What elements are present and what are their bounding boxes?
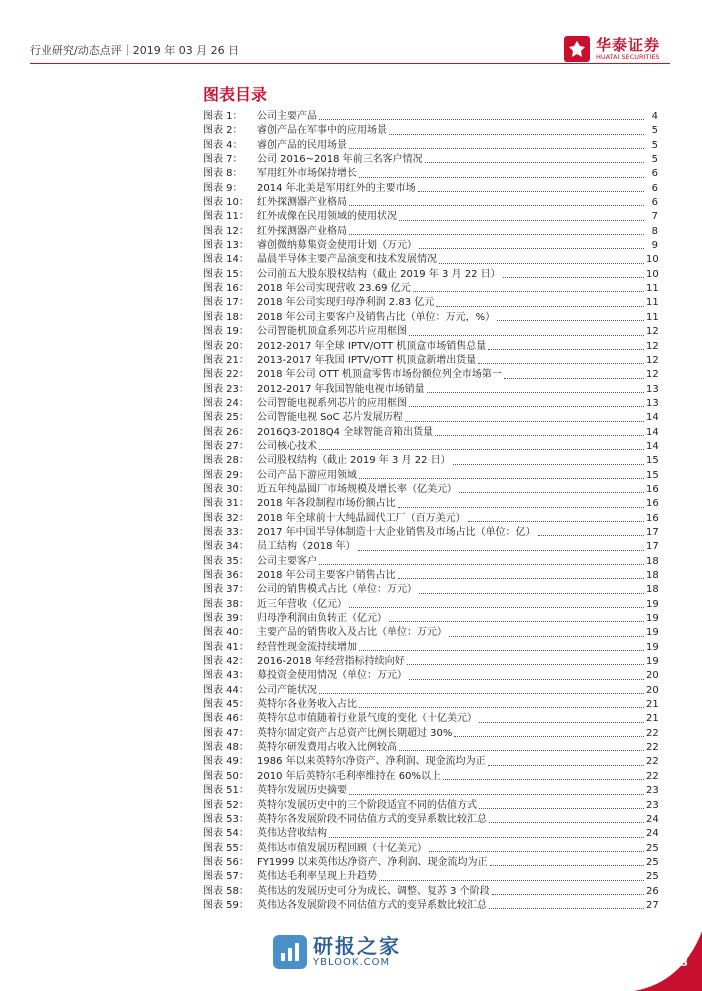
toc-entry[interactable] [203, 684, 658, 698]
toc-dot-leader [349, 598, 644, 608]
toc-entry-title: 红外探测器产业格局 [257, 197, 347, 209]
toc-entry-label: 图表 17： [203, 297, 249, 309]
toc-entry-page: 5 [651, 154, 658, 166]
toc-entry-label: 图表 35： [203, 555, 249, 567]
toc-entry-title: 英伟达各发展阶段不同估值方式的变异系数比较汇总 [257, 899, 487, 911]
toc-entry-label: 图表 23： [203, 383, 249, 395]
toc-entry[interactable] [203, 411, 658, 425]
toc-entry-label: 图表 57： [203, 871, 249, 883]
toc-entry-title: 公司智能电视 SoC 芯片发展历程 [257, 412, 403, 424]
toc-entry-label: 图表 11： [203, 211, 249, 223]
toc-entry[interactable] [203, 454, 658, 468]
toc-entry-label: 图表 10： [203, 197, 249, 209]
toc-entry-title: 英特尔研发费用占收入比例较高 [257, 742, 397, 754]
toc-entry-page: 25 [646, 856, 659, 868]
toc-entry-title: 英特尔各发展阶段不同估值方式的变异系数比较汇总 [257, 813, 487, 825]
toc-dot-leader [349, 225, 644, 235]
toc-entry[interactable] [203, 483, 658, 497]
toc-entry-title: 英特尔发展历史摘要 [257, 785, 347, 797]
toc-entry[interactable] [203, 526, 658, 540]
toc-entry[interactable] [203, 712, 658, 726]
toc-entry-title: 公司产品下游应用领域 [257, 469, 357, 481]
toc-entry[interactable] [203, 827, 658, 841]
toc-entry-title: 红外探测器产业格局 [257, 225, 347, 237]
toc-entry-title: 睿创产品的民用场景 [257, 139, 347, 151]
toc-entry-label: 图表 54： [203, 828, 249, 840]
figure-table-of-contents [203, 110, 658, 913]
header-divider [30, 63, 670, 64]
toc-entry-title: 2018 年各段制程市场份额占比 [257, 498, 396, 510]
toc-entry-label: 图表 30： [203, 483, 249, 495]
toc-dot-leader [329, 827, 644, 837]
toc-entry-label: 图表 47： [203, 727, 249, 739]
toc-entry-title: 公司智能机顶盒系列芯片应用框图 [257, 326, 407, 338]
toc-entry-page: 7 [651, 211, 658, 223]
toc-entry-title: 军用红外市场保持增长 [257, 168, 357, 180]
toc-entry-label: 图表 21： [203, 354, 249, 366]
toc-dot-leader [449, 626, 644, 636]
toc-entry-page: 5 [651, 139, 658, 151]
toc-entry-page: 22 [646, 770, 659, 782]
toc-entry[interactable] [203, 354, 658, 368]
toc-dot-leader [453, 454, 644, 464]
toc-entry-title: 英特尔总市值随着行业景气度的变化（十亿美元） [257, 713, 477, 725]
toc-entry[interactable] [203, 469, 658, 483]
toc-entry-title: 2012-2017 年我国智能电视市场销量 [257, 383, 425, 395]
toc-entry-title: 2016Q3-2018Q4 全球智能音箱出货量 [257, 426, 434, 438]
toc-entry-label: 图表 53： [203, 813, 249, 825]
toc-entry-title: 睿创产品在军事中的应用场景 [257, 125, 387, 137]
toc-dot-leader [429, 842, 644, 852]
toc-entry-label: 图表 32： [203, 512, 249, 524]
toc-entry-page: 18 [646, 584, 659, 596]
toc-entry-page: 24 [646, 828, 659, 840]
toc-dot-leader [497, 311, 644, 321]
toc-dot-leader [349, 139, 644, 149]
toc-entry-title: 英特尔发展历史中的三个阶段适宜不同的估值方式 [257, 799, 477, 811]
toc-entry-page: 12 [646, 354, 659, 366]
toc-entry-label: 图表 39： [203, 613, 249, 625]
toc-entry-page: 10 [646, 268, 659, 280]
toc-entry-label: 图表 26： [203, 426, 249, 438]
toc-dot-leader [399, 210, 644, 220]
toc-entry[interactable] [203, 626, 658, 640]
toc-entry[interactable] [203, 669, 658, 683]
toc-dot-leader [405, 411, 644, 421]
page-number: 3 [680, 956, 688, 969]
toc-entry-page: 9 [651, 240, 658, 252]
toc-entry-title: 英伟达营收结构 [257, 828, 327, 840]
toc-entry[interactable] [203, 569, 658, 583]
toc-entry-label: 图表 4： [203, 139, 243, 151]
toc-entry-title: 归母净利润由负转正（亿元） [257, 613, 387, 625]
toc-entry-title: 近五年纯晶圆厂市场规模及增长率（亿美元） [257, 483, 457, 495]
toc-entry-label: 图表 34： [203, 541, 249, 553]
toc-entry[interactable] [203, 383, 658, 397]
toc-entry[interactable] [203, 612, 658, 626]
toc-entry-page: 10 [646, 254, 659, 266]
toc-dot-leader [319, 440, 644, 450]
toc-entry-page: 21 [646, 713, 659, 725]
toc-entry-label: 图表 1： [203, 111, 243, 122]
toc-entry-title: 2018 年公司主要客户及销售占比（单位：万元，%） [257, 311, 496, 323]
toc-entry-label: 图表 44： [203, 684, 249, 696]
toc-entry-page: 19 [646, 641, 659, 653]
toc-entry-label: 图表 38： [203, 598, 249, 610]
toc-entry-page: 13 [646, 383, 659, 395]
toc-entry[interactable] [203, 655, 658, 669]
toc-dot-leader [399, 741, 644, 751]
toc-dot-leader [319, 684, 644, 694]
toc-entry-label: 图表 27： [203, 440, 249, 452]
toc-entry-title: 募投资金使用情况（单位：万元） [257, 670, 407, 682]
toc-entry-page: 23 [646, 799, 659, 811]
toc-entry-page: 24 [646, 813, 659, 825]
toc-entry[interactable] [203, 139, 658, 153]
toc-dot-leader [419, 583, 644, 593]
toc-entry-label: 图表 25： [203, 412, 249, 424]
watermark [273, 935, 401, 969]
toc-entry-label: 图表 43： [203, 670, 249, 682]
toc-entry-label: 图表 56： [203, 856, 249, 868]
toc-entry-page: 6 [651, 197, 658, 209]
toc-dot-leader [319, 555, 644, 565]
toc-entry-page: 12 [646, 326, 659, 338]
toc-dot-leader [389, 612, 644, 622]
toc-entry[interactable] [203, 210, 658, 224]
toc-entry-label: 图表 42： [203, 656, 249, 668]
toc-entry-page: 25 [646, 871, 659, 883]
toc-dot-leader [488, 340, 644, 350]
toc-dot-leader [409, 397, 644, 407]
toc-entry-label: 图表 22： [203, 369, 249, 381]
toc-entry[interactable] [203, 870, 658, 884]
toc-entry-title: 经营性现金流持续增加 [257, 641, 357, 653]
toc-dot-leader [503, 268, 644, 278]
toc-dot-leader [436, 296, 644, 306]
toc-entry-title: 公司产能状况 [257, 684, 317, 696]
toc-dot-leader [349, 784, 644, 794]
toc-entry[interactable] [203, 598, 658, 612]
toc-entry-label: 图表 49： [203, 756, 249, 768]
huatai-logo-mark-icon [564, 36, 590, 62]
toc-entry[interactable] [203, 497, 658, 511]
toc-entry-page: 14 [646, 440, 659, 452]
toc-entry-title: 公司智能电视系列芯片的应用框图 [257, 397, 407, 409]
toc-dot-leader [478, 354, 644, 364]
toc-entry-page: 16 [646, 483, 659, 495]
toc-entry-page: 15 [646, 469, 659, 481]
watermark-text-en: YBLOOK.COM [313, 957, 391, 968]
toc-entry-title: 2010 年后英特尔毛利率维持在 60%以上 [257, 770, 442, 782]
toc-entry-title: 2014 年北美是军用红外的主要市场 [257, 182, 416, 194]
toc-entry-label: 图表 19： [203, 326, 249, 338]
toc-entry-label: 图表 14： [203, 254, 249, 266]
toc-dot-leader [443, 770, 644, 780]
toc-entry-page: 20 [646, 684, 659, 696]
toc-entry-title: 2018 年全球前十大纯晶圆代工厂（百万美元） [257, 512, 466, 524]
toc-entry-title: 英伟达毛利率呈现上升趋势 [257, 871, 377, 883]
toc-entry-label: 图表 15： [203, 268, 249, 280]
toc-entry[interactable] [203, 153, 658, 167]
toc-entry-page: 19 [646, 598, 659, 610]
toc-dot-leader [419, 239, 644, 249]
toc-dot-leader [413, 282, 644, 292]
toc-entry-label: 图表 37： [203, 584, 249, 596]
toc-dot-leader [359, 469, 644, 479]
toc-dot-leader [398, 569, 644, 579]
toc-entry-page: 6 [651, 182, 658, 194]
toc-entry[interactable] [203, 196, 658, 210]
toc-entry-page: 23 [646, 785, 659, 797]
toc-entry-title: 近三年营收（亿元） [257, 598, 347, 610]
toc-entry[interactable] [203, 842, 658, 856]
toc-dot-leader [389, 124, 644, 134]
toc-entry-page: 11 [646, 311, 659, 323]
toc-entry-title: 睿创微纳募集资金使用计划（万元） [257, 240, 417, 252]
toc-entry-title: 2012-2017 年全球 IPTV/OTT 机顶盒市场销售总量 [257, 340, 487, 352]
toc-dot-leader [490, 856, 645, 866]
toc-dot-leader [418, 182, 644, 192]
toc-entry-title: 公司股权结构（截止 2019 年 3 月 22 日） [257, 455, 451, 467]
toc-entry-title: 员工结构（2018 年） [257, 541, 356, 553]
toc-entry-page: 20 [646, 670, 659, 682]
toc-dot-leader [504, 368, 644, 378]
toc-dot-leader [538, 526, 644, 536]
toc-entry[interactable] [203, 813, 658, 827]
toc-entry-page: 11 [646, 283, 659, 295]
watermark-text-cn: 研报之家 [313, 934, 401, 958]
toc-dot-leader [379, 870, 644, 880]
toc-entry-label: 图表 20： [203, 340, 249, 352]
toc-entry-page: 17 [646, 541, 659, 553]
toc-entry-label: 图表 52： [203, 799, 249, 811]
toc-entry-label: 图表 29： [203, 469, 249, 481]
toc-entry[interactable] [203, 311, 658, 325]
toc-entry-label: 图表 58： [203, 885, 249, 897]
toc-entry[interactable] [203, 253, 658, 267]
toc-entry-label: 图表 33： [203, 526, 249, 538]
toc-dot-leader [454, 727, 644, 737]
toc-entry[interactable] [203, 296, 658, 310]
toc-entry-label: 图表 45： [203, 699, 249, 711]
toc-entry[interactable] [203, 368, 658, 382]
toc-entry[interactable] [203, 799, 658, 813]
toc-entry-page: 22 [646, 742, 659, 754]
toc-entry-page: 19 [646, 627, 659, 639]
toc-entry[interactable] [203, 124, 658, 138]
toc-dot-leader [349, 196, 644, 206]
toc-entry[interactable] [203, 268, 658, 282]
toc-entry-label: 图表 36： [203, 570, 249, 581]
toc-entry[interactable] [203, 512, 658, 526]
toc-entry-label: 图表 18： [203, 311, 249, 323]
toc-entry-page: 4 [651, 111, 658, 122]
toc-entry-label: 图表 7： [203, 154, 243, 166]
toc-entry-page: 16 [646, 512, 659, 524]
report-category-date: 行业研究/动态点评｜2019 年 03 月 26 日 [30, 44, 240, 57]
toc-entry[interactable] [203, 784, 658, 798]
huatai-logo [564, 36, 660, 62]
toc-entry[interactable] [203, 440, 658, 454]
toc-dot-leader [359, 698, 644, 708]
toc-dot-leader [439, 253, 644, 263]
toc-entry[interactable] [203, 741, 658, 755]
toc-entry-title: 2017 年中国半导体制造十大企业销售及市场占比（单位：亿） [257, 526, 536, 538]
toc-dot-leader [409, 325, 644, 335]
toc-entry[interactable] [203, 885, 658, 899]
toc-entry[interactable] [203, 225, 658, 239]
toc-entry-page: 27 [646, 899, 659, 911]
toc-entry-page: 15 [646, 455, 659, 467]
toc-entry-title: 主要产品的销售收入及占比（单位：万元） [257, 627, 447, 639]
toc-entry-title: 2018 年公司主要客户销售占比 [257, 570, 396, 581]
toc-entry[interactable] [203, 239, 658, 253]
toc-entry-page: 19 [646, 656, 659, 668]
toc-entry-page: 8 [651, 225, 658, 237]
toc-entry-title: 红外成像在民用领域的使用状况 [257, 211, 397, 223]
toc-entry-page: 6 [651, 168, 658, 180]
toc-entry-page: 19 [646, 613, 659, 625]
toc-entry-title: 2018 年公司实现营收 23.69 亿元 [257, 283, 411, 295]
toc-entry[interactable] [203, 583, 658, 597]
toc-entry[interactable] [203, 856, 658, 870]
toc-entry[interactable] [203, 397, 658, 411]
toc-entry-title: 英伟达市值发展历程回顾（十亿美元） [257, 842, 427, 854]
toc-entry-title: 2018 年公司 OTT 机顶盒零售市场份额位列全市场第一 [257, 369, 502, 381]
toc-entry[interactable] [203, 755, 658, 769]
toc-entry[interactable] [203, 698, 658, 712]
toc-entry-title: 英特尔固定资产占总资产比例长期超过 30% [257, 727, 453, 739]
toc-entry-page: 11 [646, 297, 659, 309]
toc-dot-leader [425, 153, 644, 163]
toc-dot-leader [359, 641, 644, 651]
toc-entry-title: 2016-2018 年经营指标持续向好 [257, 656, 405, 668]
toc-entry-page: 18 [646, 570, 659, 581]
toc-entry-page: 22 [646, 727, 659, 739]
toc-entry-label: 图表 40： [203, 627, 249, 639]
toc-entry-page: 25 [646, 842, 659, 854]
toc-entry[interactable] [203, 540, 658, 554]
toc-dot-leader [479, 712, 644, 722]
toc-dot-leader [479, 799, 644, 809]
toc-entry[interactable] [203, 325, 658, 339]
toc-entry[interactable] [203, 555, 658, 569]
toc-dot-leader [468, 512, 644, 522]
toc-entry-title: 公司的销售模式占比（单位：万元） [257, 584, 417, 596]
toc-entry[interactable] [203, 167, 658, 181]
toc-entry-title: FY1999 以来英伟达净资产、净利润、现金流均为正 [257, 856, 488, 868]
toc-entry-page: 17 [646, 526, 659, 538]
toc-entry-title: 2018 年公司实现归母净利润 2.83 亿元 [257, 297, 435, 309]
toc-entry[interactable] [203, 340, 658, 354]
toc-dot-leader [319, 110, 644, 120]
toc-entry-page: 13 [646, 397, 659, 409]
toc-entry-label: 图表 12： [203, 225, 249, 237]
toc-entry-page: 26 [646, 885, 659, 897]
logo-text-en: HUATAI SECURITIES [595, 53, 660, 61]
toc-entry-title: 英伟达的发展历史可分为成长、调整、复苏 3 个阶段 [257, 885, 490, 897]
toc-entry-page: 14 [646, 412, 659, 424]
toc-entry-page: 18 [646, 555, 659, 567]
toc-entry-title: 1986 年以来英特尔净资产、净利润、现金流均为正 [257, 756, 486, 768]
toc-entry[interactable] [203, 899, 658, 913]
toc-dot-leader [488, 755, 644, 765]
toc-entry[interactable] [203, 110, 658, 124]
toc-entry-label: 图表 2： [203, 125, 243, 137]
toc-entry-label: 图表 28： [203, 455, 249, 467]
toc-entry-title: 公司主要产品 [257, 111, 317, 122]
page-header [30, 36, 670, 62]
toc-entry-label: 图表 24： [203, 397, 249, 409]
toc-dot-leader [359, 167, 644, 177]
toc-entry-label: 图表 41： [203, 641, 249, 653]
toc-entry-label: 图表 9： [203, 182, 243, 194]
toc-entry-label: 图表 16： [203, 283, 249, 295]
toc-entry-label: 图表 59： [203, 899, 249, 911]
toc-entry-label: 图表 51： [203, 785, 249, 797]
toc-entry-title: 公司主要客户 [257, 555, 317, 567]
toc-entry[interactable] [203, 282, 658, 296]
toc-entry-label: 图表 50： [203, 770, 249, 782]
toc-dot-leader [492, 885, 644, 895]
toc-dot-leader [489, 813, 644, 823]
toc-title: 图表目录 [203, 85, 268, 104]
toc-dot-leader [407, 655, 644, 665]
toc-entry[interactable] [203, 770, 658, 784]
toc-entry-title: 晶晨半导体主要产品演变和技术发展情况 [257, 254, 437, 266]
toc-entry-page: 22 [646, 756, 659, 768]
toc-dot-leader [459, 483, 644, 493]
page-corner-decoration [634, 931, 702, 991]
toc-dot-leader [489, 899, 644, 909]
toc-entry-title: 2013-2017 年我国 IPTV/OTT 机顶盒新增出货量 [257, 354, 477, 366]
toc-entry-page: 12 [646, 369, 659, 381]
toc-entry-title: 英特尔各业务收入占比 [257, 699, 357, 711]
toc-entry[interactable] [203, 641, 658, 655]
toc-entry-page: 21 [646, 699, 659, 711]
toc-entry-page: 16 [646, 498, 659, 510]
toc-entry-label: 图表 13： [203, 240, 249, 252]
logo-text-cn: 华泰证券 [595, 36, 660, 54]
toc-entry-label: 图表 55： [203, 842, 249, 854]
toc-dot-leader [409, 669, 644, 679]
toc-entry-title: 公司 2016~2018 年前三名客户情况 [257, 154, 423, 166]
toc-entry[interactable] [203, 426, 658, 440]
toc-dot-leader [427, 383, 644, 393]
toc-entry[interactable] [203, 727, 658, 741]
toc-entry-title: 公司前五大股东股权结构（截止 2019 年 3 月 22 日） [257, 268, 501, 280]
toc-entry-label: 图表 8： [203, 168, 243, 180]
toc-dot-leader [398, 497, 644, 507]
toc-entry-title: 公司核心技术 [257, 440, 317, 452]
toc-entry-label: 图表 48： [203, 742, 249, 754]
toc-entry-page: 14 [646, 426, 659, 438]
toc-entry-page: 12 [646, 340, 659, 352]
toc-entry-label: 图表 46： [203, 713, 249, 725]
toc-dot-leader [435, 426, 644, 436]
watermark-logo-icon [273, 935, 307, 969]
toc-entry-label: 图表 31： [203, 498, 249, 510]
toc-entry[interactable] [203, 182, 658, 196]
toc-dot-leader [358, 540, 644, 550]
toc-entry-page: 5 [651, 125, 658, 137]
